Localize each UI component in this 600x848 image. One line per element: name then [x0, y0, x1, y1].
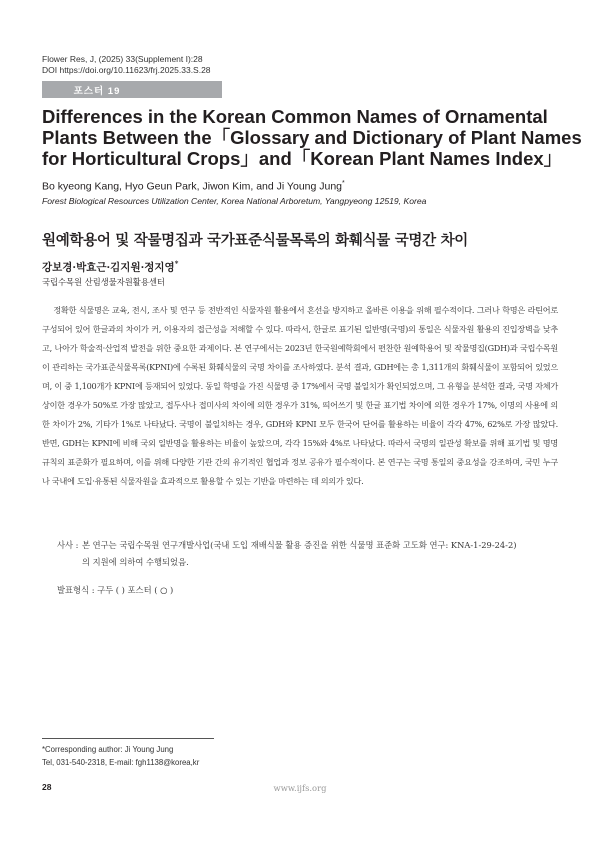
authors-ko-names: 강보경·박효근·김지원·정지영 — [42, 261, 175, 274]
session-badge-label: 포스터 19 — [73, 86, 121, 97]
corresponding-mark-ko: * — [174, 259, 179, 268]
paper-title-ko: 원예학용어 및 작물명집과 국가표준식물목록의 화훼식물 국명간 차이 — [42, 232, 468, 249]
corresponding-footnote — [42, 743, 199, 769]
corresponding-contact: Tel, 031-540-2318, E-mail: fgh1138@korea,kr — [42, 758, 200, 767]
abstract-body: 정확한 식물명은 교육, 전시, 조사 및 연구 등 전반적인 식물자원 활용에서 혼선을 방지하고 올바른 이용을 위해 필수적이다. 그러나 학명은 라틴어로 구성되어 있어 한글과의 차이가 커, 이용자의 접근성을 저해할 수 있다. 따라서, 한글로 표기된 일반명(국명)의 통일은 식물자원 활용의 진입장벽을 낮추고, 나아가 학술적·산업적 발전을 위한 중요한 과제이다. 본 연구에서는 2023년 한국원예학회에서 편찬한 원예학용어 및 작물명집(GDH)과 국립수목원이 관리하는 국가표준식물목록(KPNI)에 수록된 화훼식물의 국명 차이를 조사하였다. 분석 결과, GDH에는 총 1,311개의 화훼식물이 포함되어 있었으며, 이 중 1,100개가 KPNI에 등재되어 있었다. 동일 학명을 가진 식물명 중 17%에서 국명 불일치가 확인되었으며, 그 유형을 분석한 결과, 국명 자체가 상이한 경우가 50%로 가장 많았고, 접두사나 접미사의 차이에 의한 경우가 31%, 띄어쓰기 및 한글 표기법 차이에 의한 경우가 17%, 이명의 사용에 의한 차이가 2%, 기타가 1%로 나타났다. 국명이 불일치하는 경우, GDH와 KPNI 모두 한국어 단어를 활용하는 비율이 각각 47%, 62%로 가장 많았다. 반면, GDH는 KPNI에 비해 국외 일반명을 활용하는 비율이 높았으며, 각각 15%와 4%로 나타났다. 따라서 국명의 일관성 확보를 위해 표기법 및 명명 규칙의 표준화가 필요하며, 이를 위해 다양한 기관 간의 유기적인 협업과 정보 공유가 필수적이다. 본 연구는 국명 통일의 중요성을 강조하며, 국민 누구나 국내에 도입·유통된 식물자원을 효과적으로 활용할 수 있는 기반을 마련하는 데 의의가 있다. — [42, 305, 558, 486]
authors-en-names: Bo kyeong Kang, Hyo Geun Park, Jiwon Kim, and Ji Young Jung — [42, 180, 343, 193]
journal-website: www.ijfs.org — [273, 783, 327, 793]
page-number: 28 — [42, 782, 52, 792]
session-badge — [42, 81, 222, 98]
affiliation-en: Forest Biological Resources Utilization Center, Korea National Arboretum, Yangpyeong 12519, Korea — [42, 196, 427, 206]
acknowledgement-line-2: 의 지원에 의하여 수행되었음. — [82, 557, 189, 567]
journal-issue-line: Flower Res, J, (2025) 33(Supplement I):28 — [42, 54, 203, 64]
acknowledgement-line-1: 본 연구는 국립수목원 연구개발사업(국내 도입 재배식물 활용 증진을 위한 식물명 표준화 고도화 연구: KNA-1-29-24-2) — [82, 540, 517, 550]
authors-en — [42, 180, 345, 193]
affiliation-ko: 국립수목원 산림생물자원활용센터 — [42, 277, 165, 287]
corresponding-author: *Corresponding author: Ji Young Jung — [42, 745, 174, 754]
acknowledgement — [57, 537, 557, 571]
journal-citation — [42, 54, 211, 76]
corresponding-mark: * — [342, 180, 345, 187]
footnote-divider — [42, 738, 214, 739]
presentation-format: 발표형식 : 구두 ( ) 포스터 ( ○ ) — [57, 585, 174, 595]
paper-title-en: Differences in the Korean Common Names of Ornamental Plants Between the「Glossary and Dictionary of Plant Names for Horticultural Crops」and「Korean Plant Names Index」 — [42, 106, 582, 169]
acknowledgement-label: 사사 : — [57, 540, 79, 550]
doi-line: DOI https://doi.org/10.11623/frj.2025.33.S.28 — [42, 65, 211, 75]
authors-ko — [42, 259, 178, 275]
